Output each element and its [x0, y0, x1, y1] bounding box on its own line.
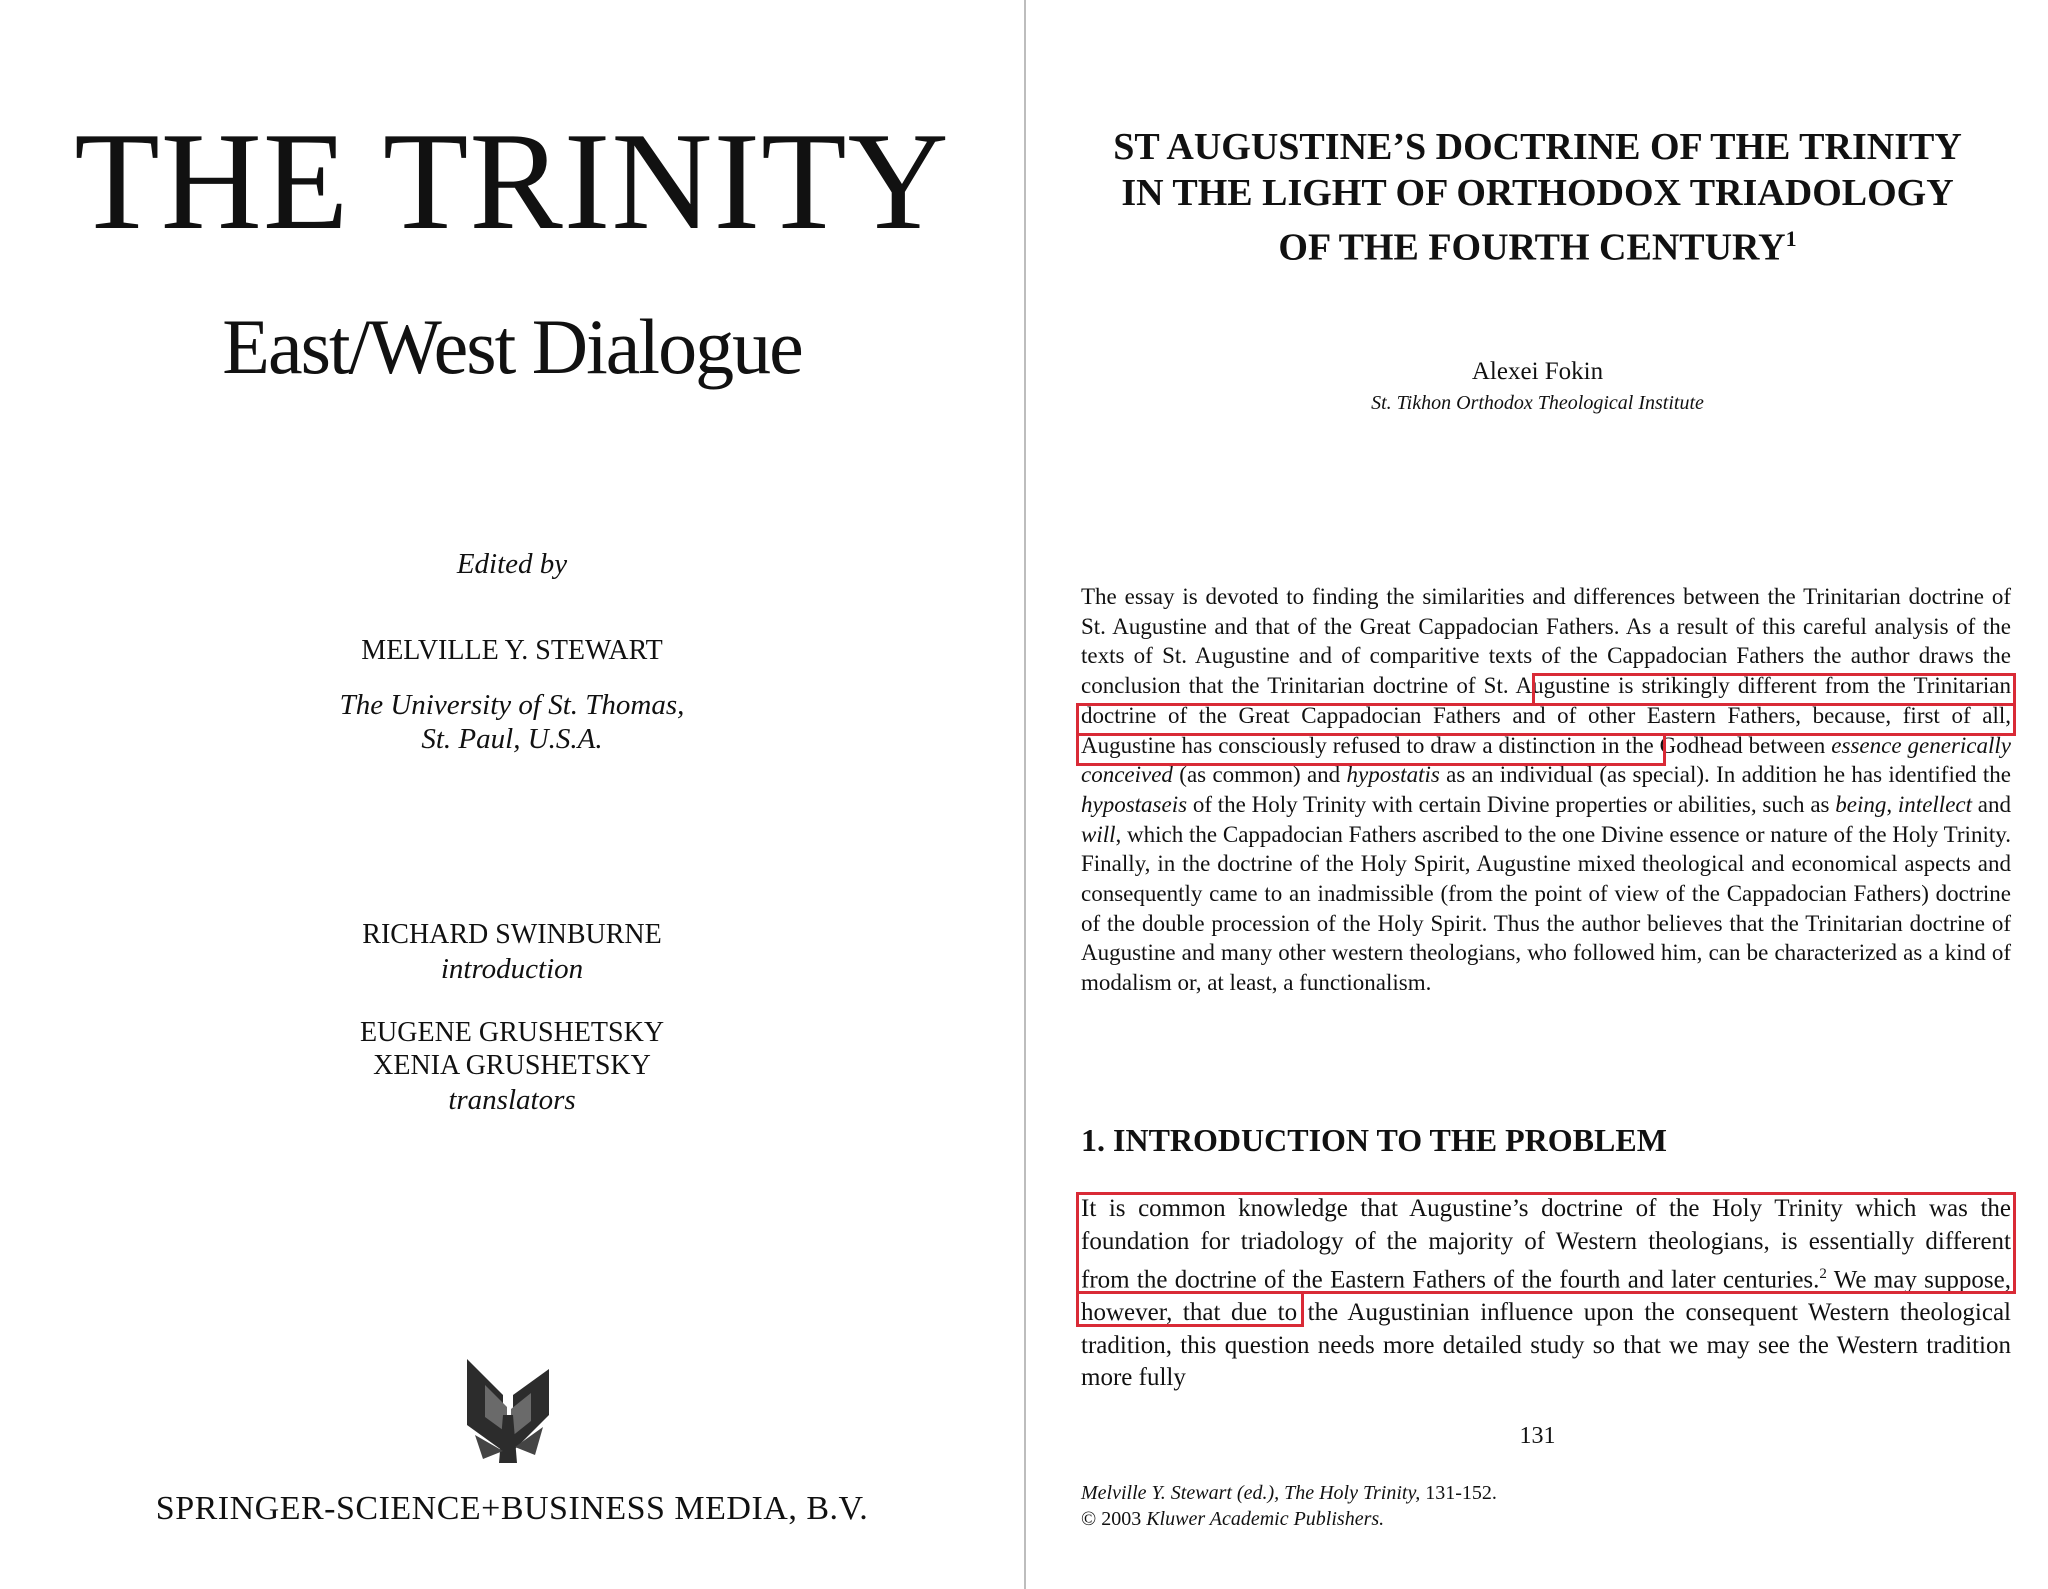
section-heading: 1. INTRODUCTION TO THE PROBLEM [1081, 1122, 1667, 1158]
editor-affiliation-line2: St. Paul, U.S.A. [421, 723, 603, 755]
page-number: 131 [1519, 1423, 1556, 1449]
citation-pages: 131-152. [1420, 1482, 1497, 1504]
right-page [1027, 0, 2048, 1589]
publisher-name: SPRINGER-SCIENCE+BUSINESS MEDIA, B.V. [155, 1490, 869, 1527]
abstract-italic: will [1081, 821, 1116, 847]
abstract-italic: being [1835, 791, 1887, 817]
abstract-text: and [1972, 791, 2011, 817]
book-title: THE TRINITY [74, 104, 950, 259]
abstract-italic: intellect [1897, 791, 1972, 817]
citation-line-2 [1081, 1506, 1497, 1532]
copyright-prefix: © 2003 [1081, 1508, 1147, 1530]
abstract-italic: hypostaseis [1081, 791, 1188, 817]
citation-line-1 [1081, 1480, 1497, 1506]
citation-footer [1081, 1480, 1497, 1532]
essay-title-line1: ST AUGUSTINE’S DOCTRINE OF THE TRINITY [1113, 126, 1962, 168]
page-divider [1024, 0, 1026, 1589]
essay-title-line3-text: OF THE FOURTH CENTURY [1278, 226, 1786, 269]
essay-title-line3 [1027, 216, 2048, 271]
abstract-italic: essence generically conceived [1081, 732, 2011, 788]
abstract-text: (as common) and [1172, 762, 1347, 788]
author-name: Alexei Fokin [1471, 358, 1604, 385]
abstract-paragraph [1081, 582, 2011, 998]
abstract-text: because, first of all, Augustine has consciously refused to draw a distinction in the Godhead between [1081, 702, 2012, 758]
edited-by-label: Edited by [456, 548, 568, 580]
editor-affiliation [0, 688, 1024, 756]
footnote-marker[interactable]: 2 [1819, 1266, 1827, 1283]
intro-highlighted-text: It is common knowledge that Augustine’s doctrine of the Holy Trinity which was the foundation for triadology of the majority of Western theologians, is essentially different from the doctrine of the Eastern Fathers of the fourth and later centuries. [1081, 1195, 2011, 1294]
author-affiliation: St. Tikhon Orthodox Theological Institute [1371, 392, 1704, 414]
copyright-publisher: Kluwer Academic Publishers. [1146, 1508, 1385, 1530]
book-subtitle: East/West Dialogue [222, 303, 802, 390]
essay-title [1027, 124, 2048, 271]
springer-logo-icon [463, 1355, 553, 1465]
abstract-italic: hypostatis [1346, 762, 1440, 788]
title-footnote-marker[interactable]: 1 [1785, 226, 1797, 251]
intro-text: We may suppose, however, that due to the Augustinian influence upon the consequent Western theological tradition, this question needs more detailed study so that we may see the Western tradition more fully [1081, 1266, 2011, 1392]
highlight-box [1076, 733, 1666, 766]
abstract-text: The essay is devoted to finding the similarities and differences between the Trinitarian doctrine of St. Augustine and that of the Great Cappadocian Fathers. As a result of this careful analysis of the texts of St. Augustine and of comparitive texts of the Cappadocian Fathers the author draws the conclusion that [1081, 584, 2011, 699]
editor-affiliation-line1: The University of St. Thomas, [339, 689, 685, 721]
essay-title-line2: IN THE LIGHT OF ORTHODOX TRIADOLOGY [1121, 172, 1954, 214]
editor-name: MELVILLE Y. STEWART [361, 635, 663, 666]
highlight-box [1076, 703, 2016, 736]
introduction-author: RICHARD SWINBURNE [362, 919, 662, 950]
highlight-box [1076, 1291, 1304, 1327]
highlight-box [1532, 673, 2016, 706]
abstract-text: , which the Cappadocian Fathers ascribed to the one Divine essence or nature of the Holy Trinity. Finally, in the doctrine of the Holy Spirit, Augustine mixed theological and economical aspects and consequently came to an inadmissible (from the point of view of the Cappadocian Fathers) doctrine of the double procession of the Holy Spirit. Thus the author believes that the Trinitarian doctrine of Augustine and many other western theologians, who followed him, can be characterized as a kind of modalism or, at least, a functionalism. [1081, 821, 2011, 996]
translator-name-1: EUGENE GRUSHETSKY [359, 1017, 665, 1048]
abstract-highlighted-text: the Trinitarian doctrine of St. Augustine is strikingly different from the Trinitarian doctrine of the Great Cappadocian Fathers and of other Eastern Fathers, [1081, 673, 2011, 728]
translator-name-2: XENIA GRUSHETSKY [373, 1050, 651, 1081]
translators-role: translators [448, 1084, 576, 1116]
highlight-box [1076, 1192, 2016, 1294]
abstract-text: of the Holy Trinity with certain Divine properties or abilities, such as [1187, 791, 1836, 817]
abstract-text: , [1886, 791, 1898, 817]
citation-source: Melville Y. Stewart (ed.), The Holy Trinity, [1081, 1482, 1421, 1504]
abstract-text: as an individual (as special). In addition he has identified the [1439, 762, 2011, 788]
introduction-role: introduction [440, 953, 584, 985]
